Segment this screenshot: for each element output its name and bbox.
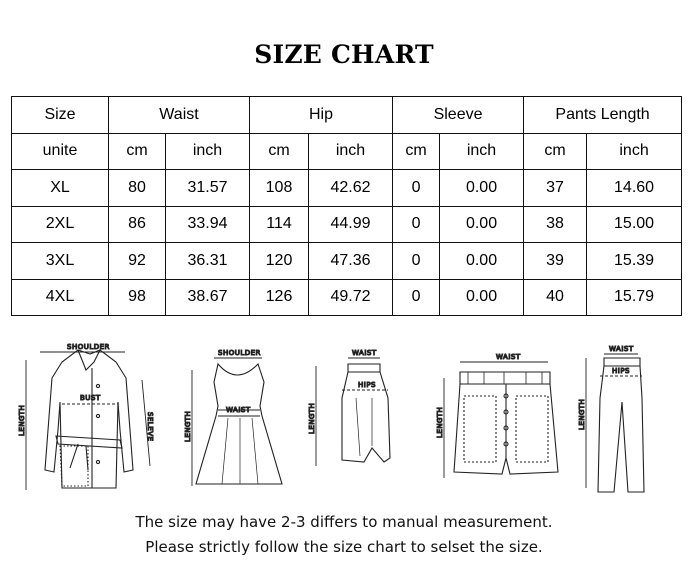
jacket-illustration (18, 338, 158, 508)
pants-illustration (578, 338, 673, 508)
value-cell: 49.72 (309, 279, 393, 316)
value-cell: 33.94 (166, 206, 250, 243)
value-cell: 98 (109, 279, 166, 316)
value-cell: 114 (250, 206, 309, 243)
table-row (12, 170, 682, 207)
shoulder-label: SHOULDER (67, 343, 110, 351)
header-hip: Hip (250, 97, 393, 134)
value-cell: 86 (109, 206, 166, 243)
hips-label: HIPS (612, 367, 630, 375)
value-cell: 38.67 (166, 279, 250, 316)
waist-label: WAIST (226, 406, 251, 414)
value-cell: 120 (250, 243, 309, 280)
size-cell: 4XL (12, 279, 109, 316)
value-cell: 0.00 (440, 243, 524, 280)
garment-illustrations (18, 338, 673, 508)
value-cell: 0 (393, 170, 440, 207)
value-cell: 0.00 (440, 279, 524, 316)
value-cell: 0.00 (440, 170, 524, 207)
value-cell: 108 (250, 170, 309, 207)
length-label: LENGTH (184, 410, 192, 442)
header-waist: Waist (109, 97, 250, 134)
note-line-2: Please strictly follow the size chart to selset the size. (145, 538, 543, 556)
unit-cell: cm (109, 133, 166, 170)
value-cell: 0.00 (440, 206, 524, 243)
unit-cell: cm (250, 133, 309, 170)
dress-illustration (178, 338, 288, 508)
table-units-row (12, 133, 682, 170)
table-row (12, 243, 682, 280)
length-label: LENGTH (578, 398, 586, 430)
length-label: LENGTH (308, 402, 316, 434)
sleeve-label: SELEVE (146, 412, 154, 442)
bust-label: BUST (80, 394, 101, 402)
hips-label: HIPS (358, 381, 376, 389)
table-row (12, 279, 682, 316)
value-cell: 31.57 (166, 170, 250, 207)
header-size: Size (12, 97, 109, 134)
page-title: SIZE CHART (254, 40, 434, 69)
unit-cell: cm (524, 133, 587, 170)
length-label: LENGTH (436, 406, 444, 438)
value-cell: 14.60 (587, 170, 682, 207)
size-chart-table (11, 96, 682, 316)
skirt-illustration (302, 338, 412, 508)
value-cell: 47.36 (309, 243, 393, 280)
table-row (12, 206, 682, 243)
unit-cell: cm (393, 133, 440, 170)
value-cell: 80 (109, 170, 166, 207)
header-sleeve: Sleeve (393, 97, 524, 134)
table-header-row (12, 97, 682, 134)
shoulder-label: SHOULDER (218, 349, 261, 357)
value-cell: 44.99 (309, 206, 393, 243)
value-cell: 0 (393, 279, 440, 316)
unit-cell: inch (587, 133, 682, 170)
value-cell: 92 (109, 243, 166, 280)
value-cell: 0 (393, 243, 440, 280)
header-pants-length: Pants Length (524, 97, 682, 134)
unit-cell: inch (166, 133, 250, 170)
value-cell: 15.00 (587, 206, 682, 243)
waist-label: WAIST (496, 353, 521, 361)
value-cell: 126 (250, 279, 309, 316)
value-cell: 42.62 (309, 170, 393, 207)
value-cell: 39 (524, 243, 587, 280)
size-cell: 2XL (12, 206, 109, 243)
size-cell: XL (12, 170, 109, 207)
units-label: unite (12, 133, 109, 170)
unit-cell: inch (309, 133, 393, 170)
length-label: LENGTH (18, 404, 26, 436)
value-cell: 37 (524, 170, 587, 207)
waist-label: WAIST (609, 345, 634, 353)
value-cell: 0 (393, 206, 440, 243)
waist-label: WAIST (352, 349, 377, 357)
note-line-1: The size may have 2-3 differs to manual measurement. (135, 513, 553, 531)
value-cell: 40 (524, 279, 587, 316)
size-cell: 3XL (12, 243, 109, 280)
value-cell: 15.39 (587, 243, 682, 280)
shorts-illustration (418, 338, 568, 508)
value-cell: 15.79 (587, 279, 682, 316)
value-cell: 36.31 (166, 243, 250, 280)
value-cell: 38 (524, 206, 587, 243)
unit-cell: inch (440, 133, 524, 170)
